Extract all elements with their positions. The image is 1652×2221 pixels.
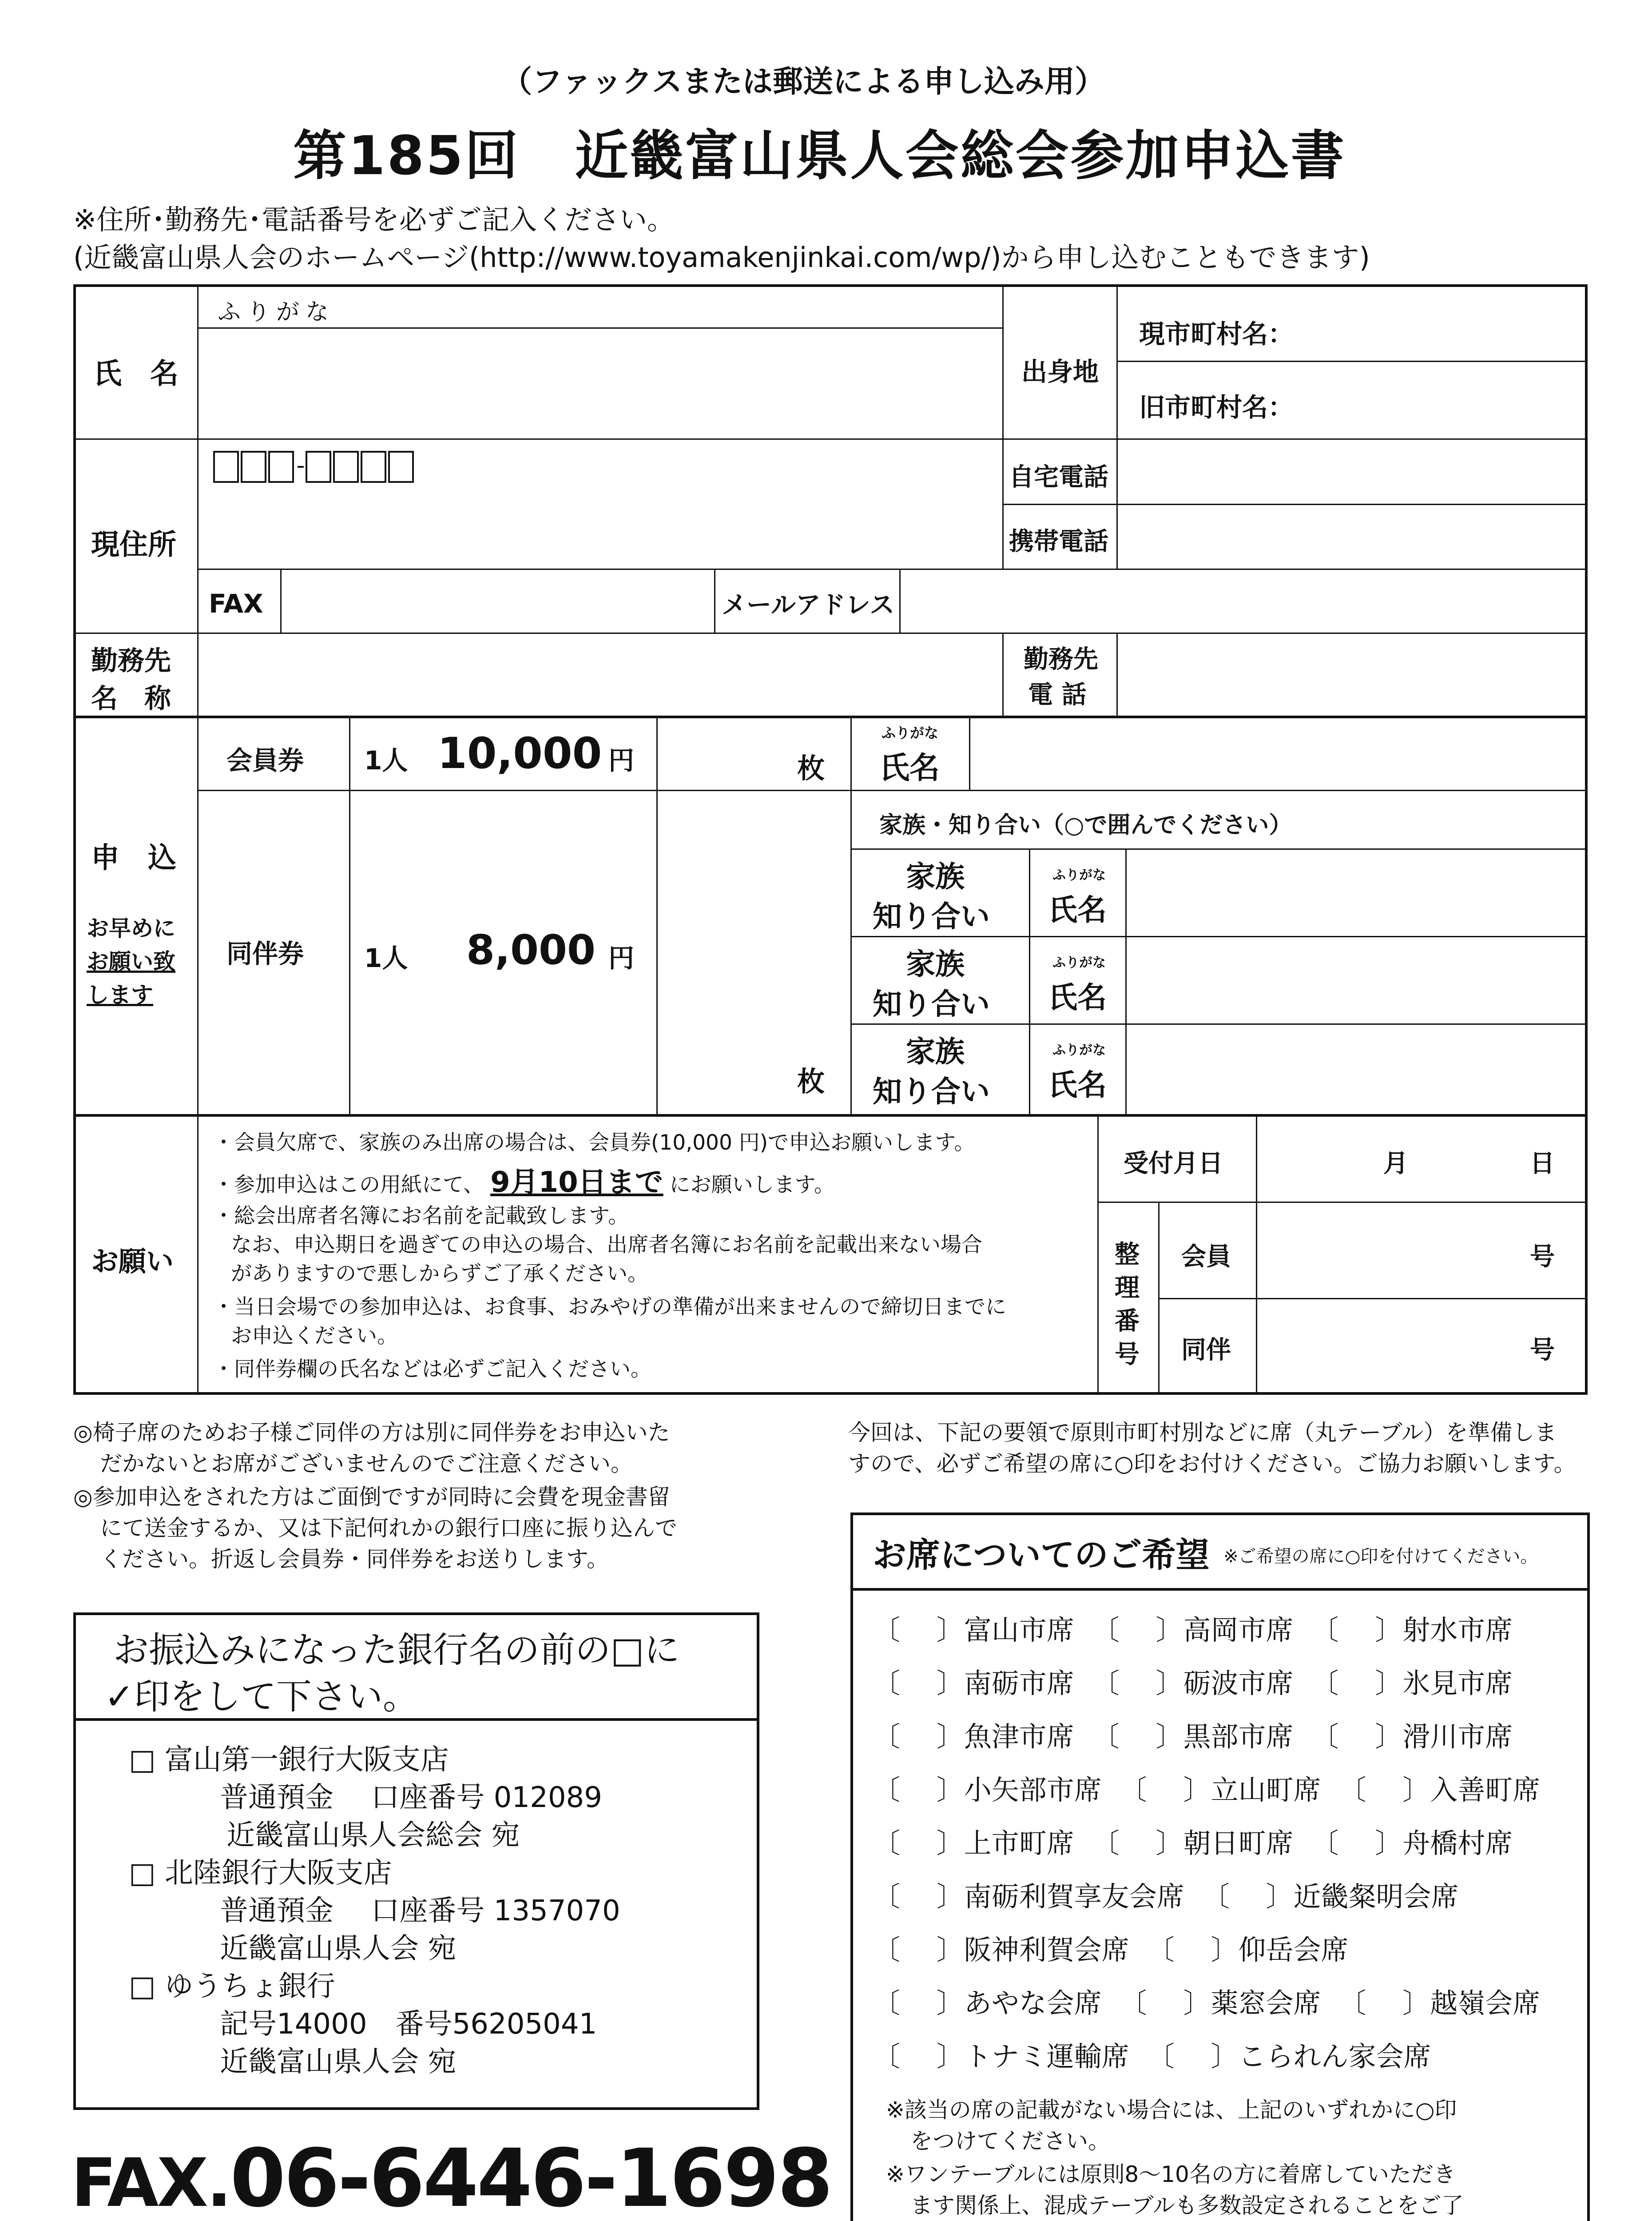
- seat-label: こられん家会席: [1238, 2040, 1431, 2073]
- mgmt-member-number: 号: [1530, 1242, 1555, 1271]
- mgmt-companion-number: 号: [1530, 1336, 1555, 1365]
- seat-row: [873, 1608, 1530, 1648]
- bank-title-2: ✓印をして下さい。: [104, 1676, 419, 1717]
- seat-option[interactable]: [1311, 1821, 1513, 1861]
- relation-family-1: 家族: [906, 860, 965, 894]
- form-subtitle: （ファックスまたは郵送による申し込み用）: [502, 64, 1105, 100]
- seat-label: 高岡市席: [1183, 1614, 1294, 1646]
- request-line-2c: にお願いします。: [669, 1173, 835, 1197]
- seat-bracket[interactable]: 〔 〕: [1338, 1774, 1430, 1806]
- relation-family-3: 家族: [906, 1035, 965, 1069]
- seat-option[interactable]: [1092, 1661, 1294, 1701]
- received-day: 日: [1530, 1149, 1555, 1178]
- request-line-2a: ・参加申込はこの用紙にて、: [213, 1173, 484, 1197]
- seat-bracket[interactable]: 〔 〕: [873, 1880, 964, 1913]
- relation-family-2: 家族: [906, 947, 965, 981]
- seat-label: 南砺利賀享友会席: [964, 1880, 1184, 1913]
- mgmt-member-label: 会員: [1181, 1242, 1231, 1271]
- seats-intro-2: すので、必ずご希望の席に○印をお付けください。ご協力お願いします。: [848, 1451, 1576, 1477]
- early-note-2: お願い致: [87, 949, 175, 975]
- request-line-4: なお、申込期日を過ぎての申込の場合、出席者名簿にお名前を記載出来ない場合: [231, 1233, 982, 1257]
- bank-1-payee: 近畿富山県人会総会 宛: [226, 1819, 520, 1852]
- seat-option[interactable]: [1311, 1661, 1513, 1701]
- seat-row: [873, 1715, 1530, 1754]
- seat-row: [873, 1928, 1366, 1967]
- postal-code-boxes[interactable]: [213, 451, 416, 483]
- request-line-3: ・総会出席者名簿にお名前を記載致します。: [213, 1204, 629, 1228]
- seat-label: 朝日町席: [1183, 1827, 1294, 1859]
- seat-bracket[interactable]: 〔 〕: [1311, 1667, 1403, 1700]
- seats-note-2c: [910, 2219, 1044, 2221]
- family-furigana-1: ふりがな: [1052, 868, 1106, 883]
- seat-option[interactable]: [873, 1715, 1074, 1754]
- seat-bracket[interactable]: 〔 〕: [1311, 1614, 1403, 1646]
- seat-bracket[interactable]: 〔 〕: [1092, 1667, 1183, 1700]
- seat-option[interactable]: [1338, 1981, 1540, 2021]
- request-line-6: ・当日会場での参加申込は、お食事、おみやげの準備が出来ませんので締切日までに: [213, 1295, 1006, 1319]
- seat-option[interactable]: [873, 1875, 1184, 1914]
- home-phone-input[interactable]: [1116, 438, 1588, 505]
- work-phone-label-1: 勤務先: [1024, 645, 1098, 674]
- furigana-label: ふりがな: [218, 299, 335, 326]
- name-input[interactable]: [197, 327, 1004, 440]
- seat-option[interactable]: [1092, 1821, 1294, 1861]
- seat-option[interactable]: [1092, 1608, 1294, 1648]
- seat-label: 舟橋村席: [1402, 1827, 1513, 1859]
- note-left-2c: ください。折返し会員券・同伴券をお送りします。: [100, 1546, 609, 1572]
- seat-option[interactable]: [1147, 2034, 1431, 2074]
- member-name-label: 氏名: [879, 751, 940, 786]
- former-city-label: 旧市町村名：: [1139, 392, 1294, 422]
- seat-option[interactable]: [873, 1821, 1074, 1861]
- early-note-3: します: [87, 982, 153, 1008]
- seat-option[interactable]: [1147, 1928, 1349, 1967]
- member-name-input[interactable]: [969, 716, 1588, 791]
- request-line-8: ・同伴券欄の氏名などは必ずご記入ください。: [213, 1357, 651, 1381]
- seat-option[interactable]: [873, 1608, 1074, 1648]
- seat-label: あやな会席: [964, 1987, 1102, 2019]
- seat-label: 立山町席: [1211, 1774, 1321, 1806]
- bank-1-name[interactable]: □ 富山第一銀行大阪支店: [129, 1743, 449, 1776]
- relation-acquaintance-2: 知り合い: [873, 987, 990, 1021]
- family-name-input-1[interactable]: [1125, 848, 1588, 937]
- early-note-1: お早めに: [87, 915, 175, 941]
- seat-label: 近畿粲明会席: [1293, 1880, 1459, 1913]
- fax-input[interactable]: [280, 569, 715, 634]
- bank-3-account: 記号14000 番号56205041: [220, 2008, 597, 2041]
- family-name-label-2: 氏名: [1048, 980, 1107, 1015]
- mgmt-char-2: 理: [1115, 1274, 1140, 1302]
- received-date-label: 受付月日: [1124, 1149, 1223, 1178]
- seat-option[interactable]: [1120, 1981, 1321, 2021]
- seat-option[interactable]: [1092, 1715, 1294, 1754]
- fax-digits: 06-6446-1698: [230, 2132, 831, 2221]
- requests-label: お願い: [91, 1245, 174, 1278]
- seat-label: 富山市席: [964, 1614, 1074, 1646]
- note-left-2b: にて送金するか、又は下記何れかの銀行口座に振り込んで: [100, 1515, 677, 1541]
- seats-title-note: ※ご希望の席に○印を付けてください。: [1223, 1546, 1538, 1567]
- form-title: 第185回 近畿富山県人会総会参加申込書: [293, 125, 1346, 187]
- seat-label: 入善町席: [1430, 1774, 1541, 1806]
- current-city-label: 現市町村名：: [1139, 319, 1294, 349]
- family-furigana-3: ふりがな: [1052, 1043, 1106, 1058]
- seat-bracket[interactable]: 〔 〕: [873, 1774, 964, 1806]
- relation-acquaintance-3: 知り合い: [873, 1075, 990, 1109]
- home-phone-label: 自宅電話: [1009, 463, 1108, 492]
- family-name-input-3[interactable]: [1125, 1023, 1588, 1115]
- bank-title-1: お振込みになった銀行名の前の□に: [113, 1629, 680, 1671]
- fax-label: FAX: [209, 589, 263, 619]
- seat-label: 越嶺会席: [1430, 1987, 1541, 2019]
- seat-row: [873, 1821, 1530, 1861]
- application-label: 申 込: [91, 842, 176, 875]
- companion-per-label: 1人: [364, 943, 408, 973]
- seat-option[interactable]: [1202, 1875, 1459, 1914]
- seat-label: 仰岳会席: [1238, 1934, 1349, 1966]
- seat-bracket[interactable]: 〔 〕: [873, 1934, 964, 1966]
- seat-bracket[interactable]: 〔 〕: [1092, 1827, 1183, 1859]
- seat-bracket[interactable]: 〔 〕: [873, 1827, 964, 1859]
- seat-bracket[interactable]: 〔 〕: [873, 1667, 964, 1700]
- seat-label: 射水市席: [1402, 1614, 1513, 1646]
- seat-bracket[interactable]: 〔 〕: [1119, 1987, 1211, 2019]
- note-left-2a: ◎参加申込をされた方はご面倒ですが同時に会費を現金書留: [73, 1484, 670, 1510]
- seat-option[interactable]: [873, 1928, 1129, 1967]
- family-furigana-2: ふりがな: [1052, 955, 1106, 971]
- seats-note-2a: ※ワンテーブルには原則8～10名の方に着席していただき: [886, 2161, 1456, 2187]
- seat-option[interactable]: [873, 1661, 1074, 1701]
- seat-row: [873, 1981, 1558, 2021]
- bank-2-name[interactable]: □ 北陸銀行大阪支店: [129, 1857, 392, 1890]
- seat-row: [873, 1875, 1476, 1914]
- received-month: 月: [1383, 1149, 1408, 1178]
- fax-number: [71, 2132, 831, 2221]
- seat-option[interactable]: [873, 1981, 1102, 2021]
- member-ticket-label: 会員券: [226, 745, 304, 776]
- seats-title: お席についてのご希望: [873, 1535, 1210, 1575]
- mobile-phone-input[interactable]: [1116, 504, 1588, 570]
- work-label-1: 勤務先: [91, 645, 171, 677]
- seat-bracket[interactable]: 〔 〕: [873, 1987, 964, 2019]
- companion-yen: 円: [608, 943, 635, 973]
- seat-row: [873, 1768, 1558, 1807]
- seat-option[interactable]: [1311, 1715, 1513, 1754]
- work-label-2: 名 称: [91, 683, 171, 714]
- header-note-homepage: (近畿富山県人会のホームページ(http://www.toyamakenjinkai.com/wp/)から申し込むこともできます): [73, 241, 1370, 274]
- relation-acquaintance-1: 知り合い: [873, 900, 990, 934]
- member-per-label: 1人: [364, 745, 408, 776]
- seat-label: 黒部市席: [1183, 1720, 1294, 1753]
- family-name-input-2[interactable]: [1125, 936, 1588, 1025]
- request-line-2: [213, 1159, 835, 1200]
- seat-bracket[interactable]: 〔 〕: [873, 1614, 964, 1646]
- seat-label: 滑川市席: [1402, 1720, 1513, 1753]
- seat-bracket[interactable]: 〔 〕: [1092, 1614, 1183, 1646]
- seat-option[interactable]: [873, 1768, 1102, 1807]
- seat-option[interactable]: [1311, 1608, 1513, 1648]
- deadline: 9月10日まで: [490, 1166, 663, 1199]
- seat-option[interactable]: [1338, 1768, 1540, 1807]
- seat-bracket[interactable]: 〔 〕: [1147, 1934, 1239, 1966]
- mgmt-char-1: 整: [1115, 1240, 1140, 1269]
- address-label: 現住所: [91, 529, 176, 561]
- bank-2-payee: 近畿富山県人会 宛: [220, 1932, 457, 1965]
- bank-2-account: 普通預金 口座番号 1357070: [220, 1895, 620, 1927]
- mgmt-companion-label: 同伴: [1181, 1336, 1231, 1365]
- seat-label: 氷見市席: [1402, 1667, 1513, 1700]
- seat-bracket[interactable]: 〔 〕: [1119, 1774, 1211, 1806]
- note-left-1b: だかないとお席がございませんのでご注意ください。: [100, 1451, 633, 1477]
- header-note-required: ※住所･勤務先･電話番号を必ずご記入ください。: [73, 203, 675, 236]
- seat-row: [873, 2034, 1449, 2074]
- seat-label: 阪神利賀会席: [964, 1934, 1129, 1966]
- family-name-label-3: 氏名: [1048, 1068, 1107, 1102]
- companion-sheet-unit: 枚: [797, 1065, 825, 1098]
- seats-note-2b: ます関係上、混成テーブルも多数設定されることをご了: [910, 2193, 1464, 2218]
- seat-label: 砺波市席: [1183, 1667, 1294, 1700]
- birthplace-label: 出身地: [1021, 357, 1099, 387]
- family-circle-note: 家族・知り合い（○で囲んでください）: [879, 812, 1292, 839]
- seat-option[interactable]: [873, 2034, 1129, 2074]
- seat-bracket[interactable]: 〔 〕: [1338, 1987, 1430, 2019]
- bank-3-payee: 近畿富山県人会 宛: [220, 2046, 457, 2078]
- member-price: 10,000: [437, 728, 602, 778]
- seat-label: 魚津市席: [964, 1720, 1074, 1753]
- seat-row: [873, 1661, 1530, 1701]
- request-line-1: ・会員欠席で、家族のみ出席の場合は、会員券(10,000 円)で申込お願いします。: [213, 1130, 975, 1155]
- seat-label: 薬窓会席: [1211, 1987, 1321, 2019]
- member-yen: 円: [608, 745, 635, 776]
- seat-bracket[interactable]: 〔 〕: [873, 2040, 964, 2073]
- seat-bracket[interactable]: 〔 〕: [1202, 1880, 1294, 1913]
- seat-option[interactable]: [1120, 1768, 1321, 1807]
- seats-intro-1: 今回は、下記の要領で原則市町村別などに席（丸テーブル）を準備しま: [848, 1420, 1557, 1445]
- member-sheet-unit: 枚: [797, 752, 825, 784]
- seat-bracket[interactable]: 〔 〕: [1311, 1827, 1403, 1859]
- seat-bracket[interactable]: 〔 〕: [873, 1720, 964, 1753]
- seat-label: 南砺市席: [964, 1667, 1074, 1700]
- member-furigana-label: ふりがな: [882, 724, 939, 741]
- mgmt-char-3: 番: [1115, 1307, 1140, 1336]
- mgmt-char-4: 号: [1115, 1340, 1140, 1369]
- companion-ticket-label: 同伴券: [226, 939, 304, 969]
- email-label: メールアドレス: [722, 591, 895, 620]
- seat-label: トナミ運輸席: [964, 2040, 1129, 2073]
- companion-price: 8,000: [466, 926, 596, 974]
- seat-bracket[interactable]: 〔 〕: [1147, 2040, 1239, 2073]
- request-line-7: お申込ください。: [231, 1324, 398, 1348]
- seat-label: 小矢部市席: [964, 1774, 1102, 1806]
- fax-prefix: FAX.: [71, 2145, 230, 2221]
- seat-bracket[interactable]: 〔 〕: [1092, 1720, 1183, 1753]
- seats-note-1a: ※該当の席の記載がない場合には、上記のいずれかに○印: [886, 2097, 1457, 2123]
- bank-1-account: 普通預金 口座番号 012089: [220, 1781, 602, 1814]
- email-input[interactable]: [899, 569, 1588, 634]
- bank-3-name[interactable]: □ ゆうちょ銀行: [129, 1970, 335, 2003]
- seat-bracket[interactable]: 〔 〕: [1311, 1720, 1403, 1753]
- family-name-label-1: 氏名: [1048, 893, 1107, 927]
- work-phone-label-2: 電 話: [1028, 681, 1087, 709]
- mobile-phone-label: 携帯電話: [1009, 527, 1108, 556]
- work-phone-input[interactable]: [1116, 633, 1588, 717]
- request-line-5: がありますので悪しからずご了承ください。: [231, 1262, 648, 1286]
- name-label: 氏 名: [93, 358, 179, 390]
- seats-note-1b: をつけてください。: [910, 2128, 1110, 2154]
- work-name-input[interactable]: [197, 633, 1004, 717]
- seat-label: 上市町席: [964, 1827, 1074, 1859]
- note-left-1a: ◎椅子席のためお子様ご同伴の方は別に同伴券をお申込いた: [73, 1420, 670, 1445]
